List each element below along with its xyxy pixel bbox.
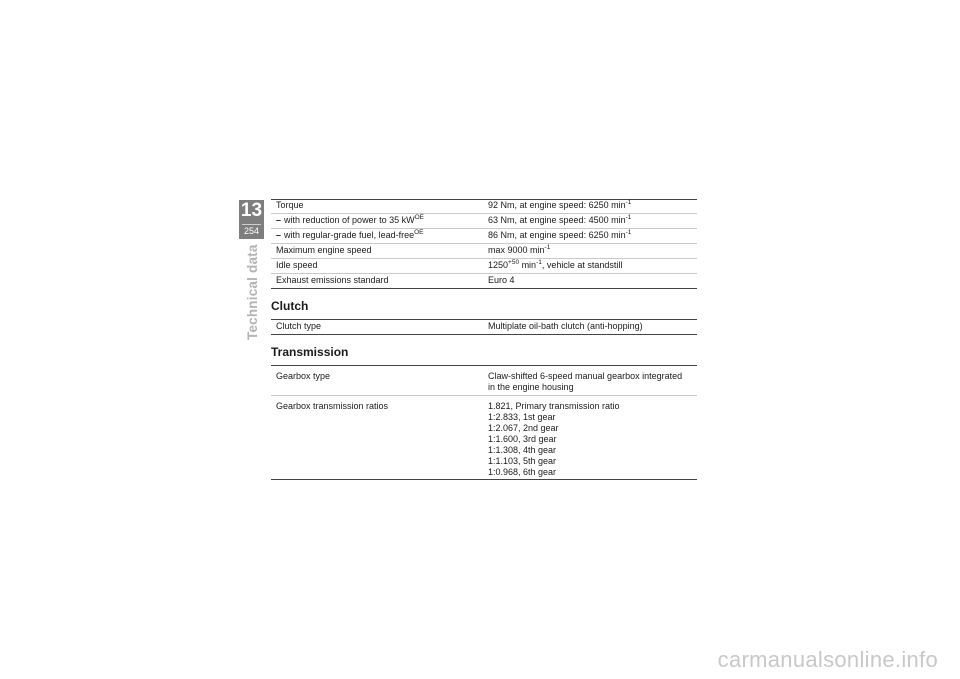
row-value-unit: min [519,260,537,270]
row-value: Multiplate oil-bath clutch (anti-hopping) [488,321,643,331]
value-superscript: -1 [544,244,551,251]
table-row [271,274,697,288]
row-label [271,215,483,226]
row-label-text: Exhaust emissions standard [276,275,389,285]
transmission-table [271,365,697,480]
table-row [271,396,697,479]
row-value-text: 92 Nm, at engine speed: 6250 min [488,200,626,210]
row-value-text: 63 Nm, at engine speed: 4500 min [488,215,626,225]
table-row [271,214,697,229]
row-label-text: with reduction of power to 35 kW [284,215,415,225]
section-heading-clutch: Clutch [271,299,309,313]
engine-table [271,199,697,289]
row-value [483,260,697,271]
row-label-text: Idle speed [276,260,318,270]
row-value-suffix: , vehicle at standstill [541,260,623,270]
clutch-table [271,319,697,335]
chapter-tab [239,200,264,239]
dash-bullet-icon: – [276,215,282,225]
table-row [271,244,697,259]
watermark: carmanualsonline.info [717,647,938,672]
value-superscript: -1 [625,214,632,221]
row-value: 1.821, Primary transmission ratio 1:2.833, 1st gear 1:2.067, 2nd gear 1:1.600, 3rd gear 1:1.308, 4th gear 1:1.103, 5th gear 1:0.968, 6th gear [488,401,620,477]
dash-bullet-icon: – [276,230,282,240]
row-label-text: Torque [276,200,304,210]
page-number: 254 [243,226,260,236]
value-superscript: -1 [536,259,542,266]
table-row [271,229,697,244]
row-label [271,230,483,241]
value-superscript: +50 [508,259,520,266]
row-value [483,245,697,256]
row-value [483,230,697,241]
row-label [271,245,483,256]
row-value-text: max 9000 min [488,245,545,255]
value-superscript: -1 [625,229,632,236]
row-label-text: with regular-grade fuel, lead-free [284,230,415,240]
content [271,199,697,480]
chapter-title: Technical data [245,244,260,340]
row-value-text: 86 Nm, at engine speed: 6250 min [488,230,626,240]
table-row [271,200,697,214]
table-row [271,320,697,334]
row-label: Gearbox type [276,371,331,381]
value-superscript: -1 [625,199,632,206]
row-label-text: Maximum engine speed [276,245,372,255]
row-label [271,200,483,211]
row-value [483,200,697,211]
row-label [271,260,483,271]
label-superscript: OE [414,229,424,236]
row-value: Claw-shifted 6-speed manual gearbox integrated in the engine housing [488,371,683,392]
chapter-number: 13 [240,200,263,221]
row-label: Clutch type [276,321,322,331]
row-label [271,275,483,286]
chapter-divider [242,224,261,225]
table-row [271,366,697,396]
row-label: Gearbox transmission ratios [276,401,389,411]
label-superscript: OE [414,214,424,221]
row-value-text: 1250 [488,260,509,270]
section-heading-transmission: Transmission [271,345,349,359]
row-value [483,275,697,286]
table-row [271,259,697,274]
row-value-text: Euro 4 [488,275,515,285]
row-value [483,215,697,226]
